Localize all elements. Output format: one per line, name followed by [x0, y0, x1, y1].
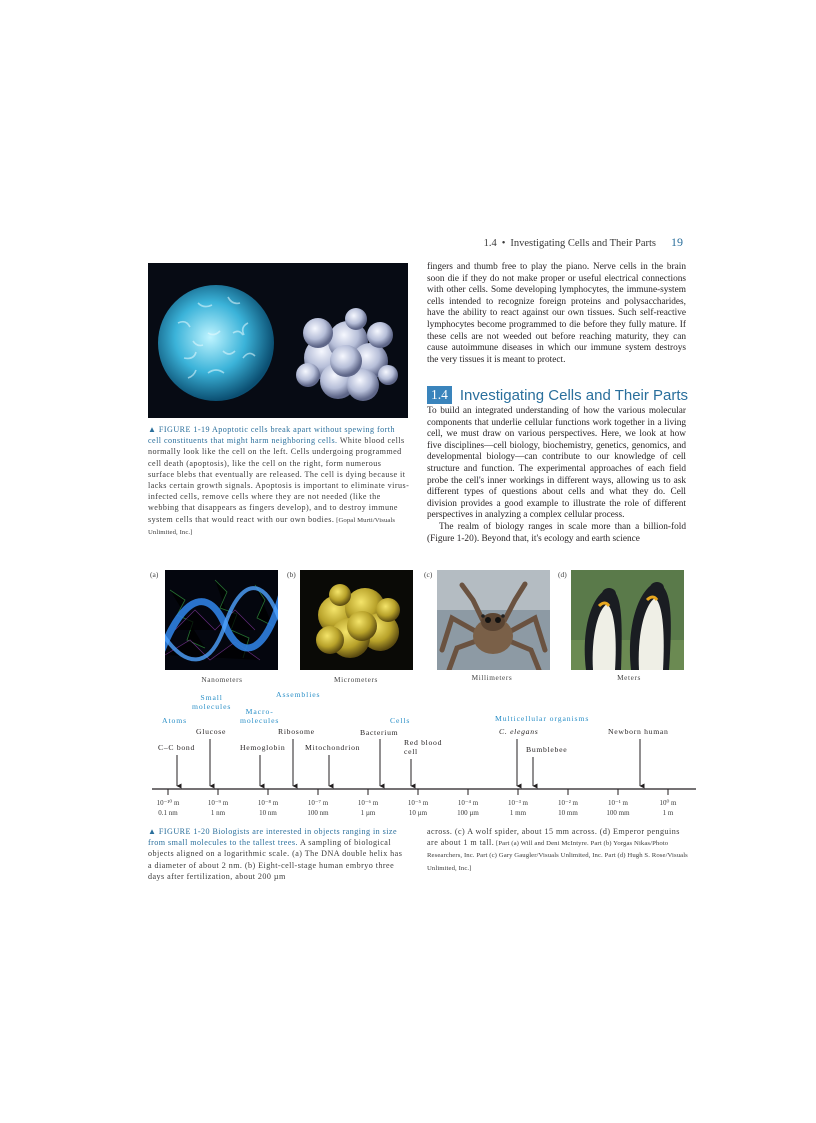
- tick-label-unit: 10 nm: [259, 809, 277, 817]
- figure-1-20-text-a: A sampling of biological objects aligned on a logarithmic scale. (a) The DNA double helix has a diameter of about 2 nm. (b) Eight-cell-stage human embryo three days after fertilization, about 200 µm: [148, 838, 403, 881]
- object-red-blood-cell: Red blood cell: [404, 738, 443, 756]
- figure-1-19-lead: ▲ FIGURE 1-19 Apoptotic cells break apart without spewing forth cell constituents that might harm neighboring cells.: [148, 425, 395, 446]
- size-arrows: [177, 739, 640, 786]
- tick-label-unit: 0.1 nm: [158, 809, 178, 817]
- object-ribosome: Ribosome: [278, 727, 315, 736]
- axis-ticks: [168, 789, 668, 795]
- figure-1-20-caption-left: [148, 826, 406, 882]
- object-hemoglobin: Hemoglobin: [240, 743, 286, 752]
- tick-label: [548, 798, 588, 818]
- category-small-molecules: Small molecules: [192, 693, 232, 711]
- page-number: 19: [671, 235, 683, 249]
- tick-label-unit: 10 µm: [408, 809, 428, 817]
- figure-1-19-credit: [Gopal Murti/Visuals Unlimited, Inc.]: [148, 516, 396, 536]
- object-glucose: Glucose: [196, 727, 227, 736]
- header-bullet: •: [501, 238, 506, 249]
- object-mitochondrion: Mitochondrion: [305, 743, 361, 752]
- figure-1-19-text: White blood cells normally look like the cell on the left. Cells undergoing programmed cell death (apoptosis), like the cell on the right, form numerous surface blebs that eventually are released. The cell is dying because it lacks certain growth signals. Apoptosis is important to eliminate virus-infected cells, remove cells where they are not needed (like the webbing that disappears as fingers develop), and to destroy immune system cells that would react with our own bodies.: [148, 436, 410, 524]
- tick-label: [648, 798, 688, 818]
- body-paragraph-2: To build an integrated understanding of how the various molecular components that underlie cellular functions work together in a living cell, we must draw on various perspectives. Here, we look at how five disciplines—cell biology, biochemistry, genetics, genomics, and developmental biology—can contribute to our knowledge of cell structure and function. The experimental approaches of each field probe the cell's inner workings in different ways, allowing us to ask different types of questions about cells and what they do. Cell division provides a good example to illustrate the role of different perspectives in analyzing a complex cellular process.: [427, 406, 686, 521]
- tick-label-unit: 10 mm: [558, 809, 578, 817]
- body-paragraph-1: fingers and thumb free to play the piano. Nerve cells in the brain soon die if they do not make proper or useful electrical connections with other cells. Some developing lymphocytes, the immune-system cells intended to recognize foreign proteins and polysaccharides, have the ability to react against our own tissues. Such self-reactive lymphocytes become programmed to die before they fully mature. If these cells are not weeded out before reaching maturity, they can cause autoimmune diseases in which our immune system destroys the very tissues it is meant to protect.: [427, 262, 686, 365]
- panel-label-a: (a): [150, 570, 159, 579]
- tick-label: [398, 798, 438, 818]
- figure-1-20-lead: ▲ FIGURE 1-20 Biologists are interested in objects ranging in size from small molecules to the tallest trees.: [148, 827, 398, 848]
- panel-label-b: (b): [287, 570, 296, 579]
- tick-label-unit: 1 mm: [509, 809, 527, 817]
- scale-label-micrometers: Micrometers: [334, 675, 378, 684]
- scale-label-meters: Meters: [617, 673, 641, 682]
- body-paragraph-3: The realm of biology ranges in scale more than a billion-fold (Figure 1-20). Beyond that, it's ecology and earth science: [427, 521, 686, 544]
- tick-label-exponent: 10⁻¹⁰ m: [156, 799, 180, 807]
- scale-label-nanometers: Nanometers: [201, 675, 243, 684]
- tick-label-unit: 100 nm: [307, 809, 329, 817]
- object-newborn-human: Newborn human: [608, 727, 669, 736]
- tick-label-exponent: 10⁻⁵ m: [407, 799, 429, 807]
- tick-label-unit: 1 µm: [360, 809, 376, 817]
- tick-label-unit: 1 m: [662, 809, 674, 817]
- category-multicellular: Multicellular organisms: [495, 714, 590, 723]
- tick-label-exponent: 10⁻⁹ m: [207, 799, 229, 807]
- tick-label: [498, 798, 538, 818]
- tick-label-unit: 100 mm: [606, 809, 630, 817]
- panel-label-d: (d): [558, 570, 567, 579]
- category-cells: Cells: [390, 716, 411, 725]
- tick-label-unit: 1 nm: [210, 809, 226, 817]
- object-c-elegans: C. elegans: [499, 727, 539, 736]
- tick-label-exponent: 10⁻² m: [558, 799, 578, 807]
- tick-label: [248, 798, 288, 818]
- tick-label: [348, 798, 388, 818]
- tick-label-exponent: 10⁻⁶ m: [357, 799, 379, 807]
- category-assemblies: Assemblies: [276, 690, 321, 699]
- panel-label-c: (c): [424, 570, 433, 579]
- header-section: 1.4: [483, 238, 497, 249]
- scale-label-millimeters: Millimeters: [471, 673, 513, 682]
- tick-label: [148, 798, 188, 818]
- tick-label-exponent: 10⁻³ m: [508, 799, 528, 807]
- object-bumblebee: Bumblebee: [526, 745, 568, 754]
- figure-1-20-caption-right: [427, 826, 689, 874]
- tick-label: [448, 798, 488, 818]
- section-number: 1.4: [427, 386, 452, 404]
- figure-1-20-credit: [Part (a) Will and Deni McIntyre. Part (b) Yorgas Nikas/Photo Researchers, Inc. Part (c) Gary Gaugler/Visuals Unlimited, Inc. Part (d) Hugh S. Rose/Visuals Unlimited, Inc.]: [427, 840, 688, 872]
- object-bacterium: Bacterium: [360, 728, 399, 737]
- tick-label-exponent: 10⁻¹ m: [608, 799, 628, 807]
- tick-label-exponent: 10⁻⁸ m: [257, 799, 279, 807]
- tick-label: [198, 798, 238, 818]
- tick-label-exponent: 10⁰ m: [659, 799, 677, 807]
- header-title: Investigating Cells and Their Parts: [510, 238, 656, 249]
- section-title: Investigating Cells and Their Parts: [459, 386, 689, 404]
- tick-label: [598, 798, 638, 818]
- figure-1-20-text-b: across. (c) A wolf spider, about 15 mm across. (d) Emperor penguins are about 1 m tall.: [427, 827, 680, 848]
- tick-label-exponent: 10⁻⁴ m: [457, 799, 479, 807]
- tick-label-exponent: 10⁻⁷ m: [307, 799, 329, 807]
- category-atoms: Atoms: [162, 716, 188, 725]
- tick-label-unit: 100 µm: [457, 809, 479, 817]
- tick-label: [298, 798, 338, 818]
- object-cc-bond: C–C bond: [158, 743, 195, 752]
- category-macromolecules: Macro- molecules: [240, 707, 280, 725]
